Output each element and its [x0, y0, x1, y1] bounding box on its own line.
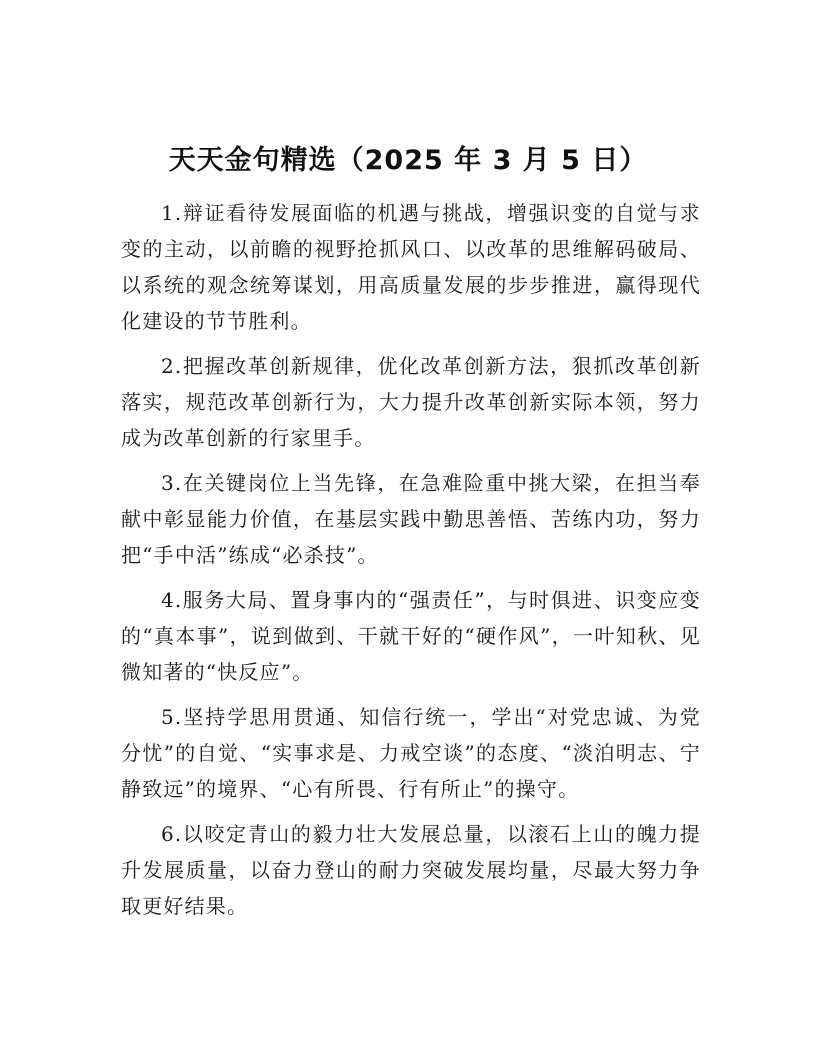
quote-paragraph-6: 6.以咬定青山的毅力壮大发展总量，以滚石上山的魄力提升发展质量，以奋力登山的耐力突破发展均量，尽最大努力争取更好结果。	[121, 822, 701, 918]
quote-paragraph-4: 4.服务大局、置身事内的“强责任”，与时俱进、识变应变的“真本事”，说到做到、干就干好的“硬作风”，一叶知秋、见微知著的“快反应”。	[121, 588, 701, 684]
quote-paragraph-1: 1.辩证看待发展面临的机遇与挑战，增强识变的自觉与求变的主动，以前瞻的视野抢抓风口、以改革的思维解码破局、以系统的观念统筹谋划，用高质量发展的步步推进，赢得现代化建设的节节胜利。	[121, 201, 701, 333]
quote-paragraph-3: 3.在关键岗位上当先锋，在急难险重中挑大梁，在担当奉献中彰显能力价值，在基层实践中勤思善悟、苦练内功，努力把“手中活”练成“必杀技”。	[121, 471, 701, 567]
page-title: 天天金句精选（2025 年 3 月 5 日）	[168, 145, 648, 176]
quote-list	[121, 195, 701, 933]
quote-paragraph-5: 5.坚持学思用贯通、知信行统一，学出“对党忠诚、为党分忧”的自觉、“实事求是、力戒空谈”的态度、“淡泊明志、宁静致远”的境界、“心有所畏、行有所止”的操守。	[121, 705, 701, 801]
quote-paragraph-2: 2.把握改革创新规律，优化改革创新方法，狠抓改革创新落实，规范改革创新行为，大力提升改革创新实际本领，努力成为改革创新的行家里手。	[121, 354, 701, 450]
